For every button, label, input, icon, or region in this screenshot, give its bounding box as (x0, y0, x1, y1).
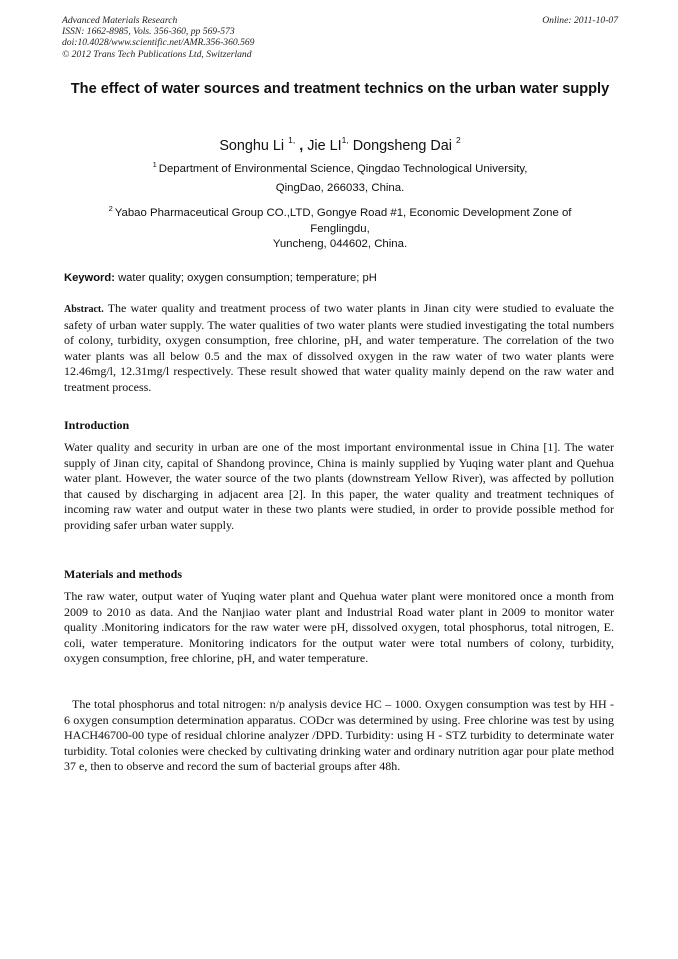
author-line (62, 130, 618, 156)
author-affiliation-mark: 2 (455, 135, 461, 145)
affiliation-1-city: QingDao, 266033, China. (275, 182, 405, 194)
methods-paragraph-1: The raw water, output water of Yuqing water plant and Quehua water plant were monitored once a month from 2009 to 2010 as data. And the Nanjiao water plant and Industrial Road water plant in 2009 to monitor water quality .Monitoring indicators for the raw water were pH, dissolved oxygen, total phosphorus, total nitrogen, E. coli, water temperature. Monitoring indicators for the output water were total numbers of colony, turbidity, oxygen consumption, free chlorine, pH, and water temperature. (64, 589, 614, 666)
introduction-text: Water quality and security in urban are one of the most important environmental issue in China [1]. The water supply of Jinan city, capital of Shandong province, China is mainly supplied by Yuqing water plant and Quehua water plant. However, the water source of the two plants (downstream Yellow River), was affected by pollution that caused by discharging in adjacent area [2]. In this paper, the water quality and treatment techniques of incoming raw water and output water in these two plants were studied, in order to provide possible method for providing safer urban water supply. (64, 440, 614, 532)
journal-name: Advanced Materials Research (62, 15, 178, 26)
affiliation-1 (62, 157, 618, 177)
keyword-label: Keyword: (64, 272, 115, 284)
abstract-label: Abstract. (64, 304, 104, 315)
affiliation-mark: 2 (108, 204, 113, 213)
author-name: Jie LI (307, 138, 342, 154)
copyright-line: © 2012 Trans Tech Publications Ltd, Switzerland (62, 48, 252, 60)
affiliation-text: Yabao Pharmaceutical Group CO.,LTD, Gongye Road #1, Economic Development Zone of Fenglingdu, (114, 207, 572, 235)
issn-line: ISSN: 1662-8985, Vols. 356-360, pp 569-573 (62, 26, 235, 38)
keyword-line (64, 271, 616, 286)
affiliation-2 (78, 201, 602, 237)
author-affiliation-mark: 1, (288, 135, 296, 145)
author-affiliation-mark: 1, (341, 135, 349, 145)
journal-header (62, 15, 618, 60)
doi-line: doi:10.4028/www.scientific.net/AMR.356-360.569 (62, 37, 255, 49)
online-date: Online: 2011-10-07 (542, 15, 618, 26)
author-name: Dongsheng Dai (352, 138, 452, 154)
introduction-heading: Introduction (64, 418, 130, 432)
affiliation-2-city: Yuncheng, 044602, China. (272, 238, 408, 250)
methods-heading: Materials and methods (64, 567, 182, 581)
abstract (64, 301, 614, 396)
methods-paragraph-2: The total phosphorus and total nitrogen: n/p analysis device HC – 1000. Oxygen consumption was test by HH - 6 oxygen consumption determination apparatus. CODcr was determined by using. Free chlorine was test by using HACH46700-00 type of residual chlorine analyzer /DPD. Turbidity: using H - STZ turbidity to determinate water turbidity. Total colonies were checked by cultivating drinking water and ordinary nutrition agar pour plate method 37 e, then to observe and record the sum of bacterial groups after 48h. (64, 697, 614, 774)
affiliation-text: Department of Environmental Science, Qingdao Technological University, (158, 163, 528, 175)
paper-title: The effect of water sources and treatment technics on the urban water supply (70, 81, 610, 97)
abstract-text: The water quality and treatment process of two water plants in Jinan city were studied to evaluate the safety of urban water supply. The water qualities of two water plants were studied investigating the total numbers of colony, turbidity, oxygen consumption, free chlorine, pH, and water temperature. The correlation of the two water plants was all below 0.5 and the max of dissolved oxygen in the raw water of two water plants were 12.46mg/l, 12.31mg/l respectively. These result showed that water quality mainly depend on the raw water and treatment process. (64, 301, 614, 394)
keyword-text: water quality; oxygen consumption; temperature; pH (118, 272, 377, 284)
author-name: Songhu Li (219, 138, 285, 154)
affiliation-mark: 1 (152, 160, 157, 169)
author-separator: , (299, 138, 304, 154)
